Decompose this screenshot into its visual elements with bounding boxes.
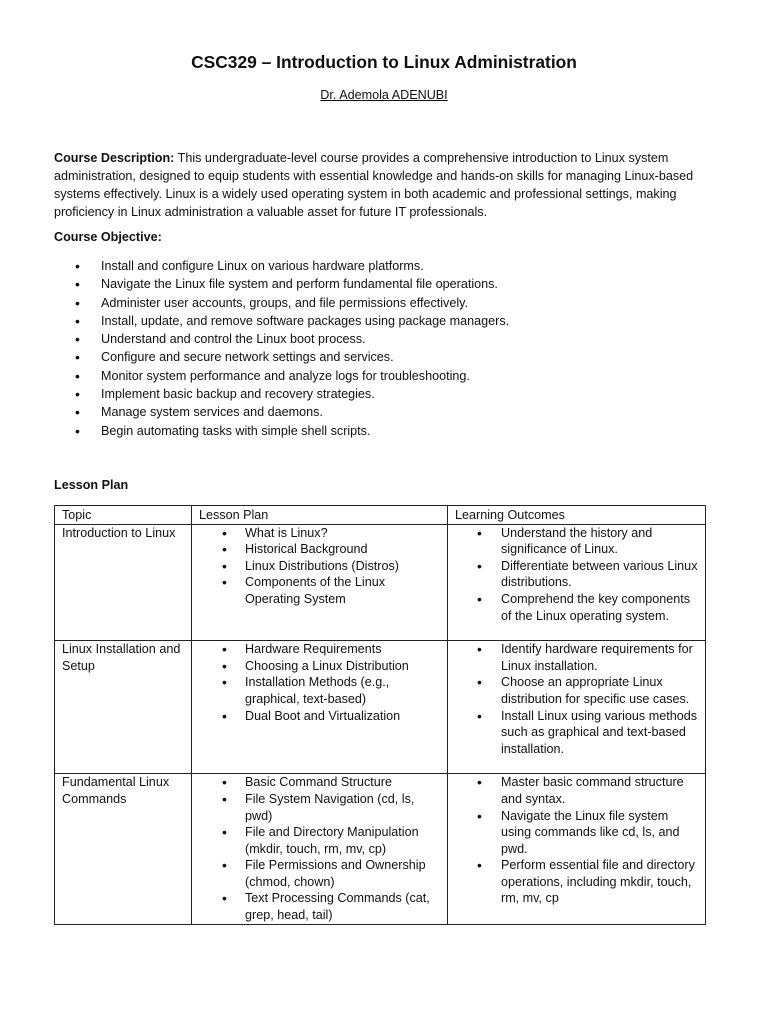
plan-cell [192, 524, 448, 641]
document-title: CSC329 – Introduction to Linux Administration [191, 52, 577, 72]
outcomes-cell [448, 641, 706, 774]
outcome-item: • Identify hardware requirements for Linux installation. [455, 641, 701, 674]
description-text: This undergraduate-level course provides a comprehensive introduction to Linux system administration, designed to equip students with essential knowledge and hands-on skills for managing Linux-based systems effectively. Linux is a widely used operating system in both academic and professional settings, making proficiency in Linux administration a valuable asset for future IT professionals. [54, 151, 694, 219]
plan-item: • Hardware Requirements [199, 641, 443, 658]
objective-heading: Course Objective: [54, 230, 162, 244]
objective-item: • Install and configure Linux on various hardware platforms. [54, 257, 734, 275]
plan-item: • Linux Distributions (Distros) [199, 558, 443, 575]
objectives-list [54, 257, 734, 440]
objective-item: • Begin automating tasks with simple shell scripts. [54, 422, 734, 440]
table-row [55, 524, 706, 641]
course-description [54, 149, 714, 221]
outcomes-cell [448, 524, 706, 641]
plan-item: • Dual Boot and Virtualization [199, 708, 443, 725]
outcome-item: • Navigate the Linux file system using commands like cd, ls, and pwd. [455, 808, 701, 858]
outcomes-cell [448, 774, 706, 924]
outcome-item: • Understand the history and significance of Linux. [455, 525, 701, 558]
outcome-item: • Comprehend the key components of the Linux operating system. [455, 591, 701, 624]
description-label: Course Description: [54, 151, 175, 165]
objective-item: • Manage system services and daemons. [54, 403, 734, 421]
header-lesson-plan: Lesson Plan [192, 506, 448, 525]
topic-cell: Introduction to Linux [55, 524, 192, 641]
table-row [55, 641, 706, 774]
topic-cell: Linux Installation and Setup [55, 641, 192, 774]
objective-item: • Administer user accounts, groups, and file permissions effectively. [54, 294, 734, 312]
plan-item: • Installation Methods (e.g., graphical, text-based) [199, 674, 443, 707]
plan-item: • Text Processing Commands (cat, grep, head, tail) [199, 890, 443, 923]
author-name: Dr. Ademola ADENUBI [320, 88, 448, 102]
outcome-item: • Install Linux using various methods such as graphical and text-based installation. [455, 708, 701, 758]
objective-item: • Monitor system performance and analyze logs for troubleshooting. [54, 367, 734, 385]
header-topic: Topic [55, 506, 192, 525]
plan-item: • Choosing a Linux Distribution [199, 658, 443, 675]
plan-item: • Historical Background [199, 541, 443, 558]
objective-item: • Configure and secure network settings and services. [54, 348, 734, 366]
plan-cell [192, 774, 448, 924]
plan-item: • Components of the Linux Operating System [199, 574, 443, 607]
lesson-plan-table [54, 505, 706, 925]
objective-item: • Navigate the Linux file system and perform fundamental file operations. [54, 275, 734, 293]
plan-item: • Basic Command Structure [199, 774, 443, 791]
header-learning-outcomes: Learning Outcomes [448, 506, 706, 525]
lesson-plan-heading: Lesson Plan [54, 478, 129, 492]
plan-item: • What is Linux? [199, 525, 443, 542]
objective-item: • Implement basic backup and recovery strategies. [54, 385, 734, 403]
plan-item: • File and Directory Manipulation (mkdir, touch, rm, mv, cp) [199, 824, 443, 857]
objective-item: • Install, update, and remove software packages using package managers. [54, 312, 734, 330]
objective-item: • Understand and control the Linux boot process. [54, 330, 734, 348]
outcome-item: • Perform essential file and directory operations, including mkdir, touch, rm, mv, cp [455, 857, 701, 907]
outcome-item: • Master basic command structure and syntax. [455, 774, 701, 807]
outcome-item: • Differentiate between various Linux distributions. [455, 558, 701, 591]
plan-cell [192, 641, 448, 774]
table-row [55, 774, 706, 924]
table-header-row [55, 506, 706, 525]
topic-cell: Fundamental Linux Commands [55, 774, 192, 924]
plan-item: • File System Navigation (cd, ls, pwd) [199, 791, 443, 824]
outcome-item: • Choose an appropriate Linux distribution for specific use cases. [455, 674, 701, 707]
plan-item: • File Permissions and Ownership (chmod, chown) [199, 857, 443, 890]
